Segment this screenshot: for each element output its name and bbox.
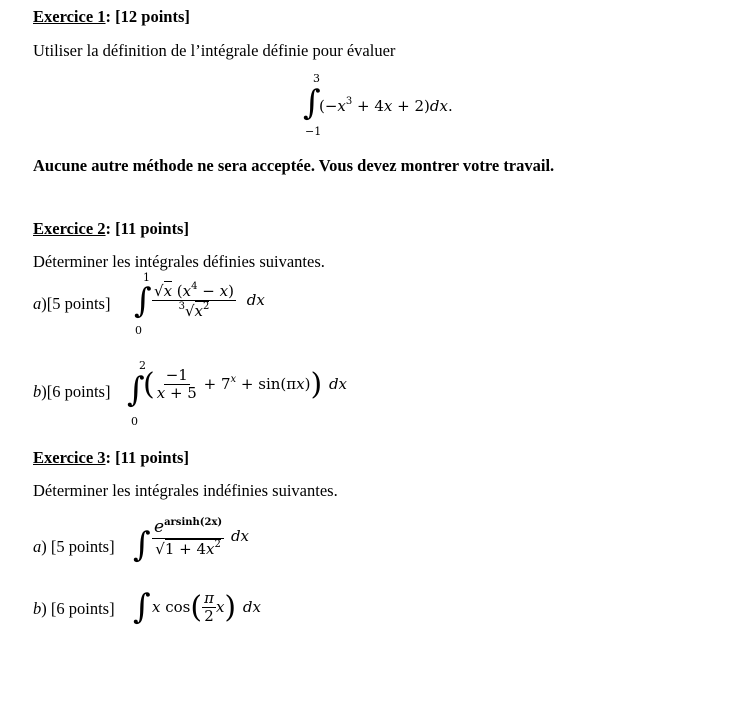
ex2a-upper-limit: 1 (143, 271, 150, 284)
ex2b-letter: b (33, 382, 42, 401)
ex2a-close: ) (228, 282, 234, 300)
exercise-3-heading (33, 448, 189, 468)
ex2b-sin-close: ) (304, 374, 311, 393)
ex2b-lower-limit: 0 (131, 415, 138, 428)
exercise-2-title: Exercice 2 (33, 219, 106, 238)
ex1-term-4: + 4 (352, 97, 384, 115)
ex3a-exponent: arsinh(2x) (164, 517, 223, 528)
ex2b-den-x: x (156, 384, 166, 403)
exercise-1-instruction: Utiliser la définition de l’intégrale définie pour évaluer (33, 41, 396, 60)
exercise-1-warning: Aucune autre méthode ne sera acceptée. Vous devez montrer votre travail. (33, 156, 555, 175)
ex1-period: . (447, 97, 453, 115)
ex2b-plus7: + 7 (198, 374, 231, 393)
integral-sign-icon: ∫ (134, 281, 152, 321)
ex3b-two: 2 (204, 607, 214, 626)
ex3b-x: x (152, 597, 161, 616)
exercise-2-instruction: Déterminer les intégrales définies suivantes. (33, 252, 325, 271)
ex3b-fraction (202, 590, 216, 626)
ex3a-den-text: 1 + 4 (164, 539, 207, 558)
exercise-2-points: : [11 points] (105, 219, 189, 238)
ex2b-den-rest: + 5 (165, 384, 197, 403)
ex2b-fraction (155, 367, 199, 403)
ex2a-numerator: √x $(x^4 - x)$ (154, 281, 234, 300)
exercise-2-heading (33, 219, 189, 239)
ex2a-lower-limit: 0 (135, 324, 142, 337)
ex3b-open-paren: ( (190, 589, 203, 625)
ex1-integrand (319, 96, 453, 115)
ex2a-open: ( (172, 282, 183, 300)
ex3b-letter: b (33, 599, 42, 618)
ex2a-sqrt-x: x (163, 282, 173, 300)
ex2b-label (33, 382, 110, 402)
ex2b-numerator: −1 (165, 366, 188, 384)
ex3b-cos: cos (160, 597, 191, 616)
ex2b-integrand (143, 367, 347, 403)
ex2b-open-paren: ( (143, 366, 155, 402)
exercise-1-points: : [12 points] (105, 7, 190, 26)
ex2a-fraction (152, 281, 236, 321)
ex1-dx: dx (429, 97, 448, 115)
ex2b-denominator (155, 385, 199, 402)
ex3a-label (33, 537, 115, 557)
ex2a-dx: dx (246, 290, 265, 309)
ex3a-fraction (152, 517, 224, 558)
exercise-3-points: : [11 points] (105, 448, 189, 467)
ex1-exponent: 3 (345, 96, 353, 107)
ex3a-denominator: $√1 + 4x^2$ (155, 538, 221, 558)
ex1-upper-limit: 3 (313, 72, 320, 85)
integral-sign-icon: ∫ (133, 525, 151, 565)
ex1-x-2: x (383, 97, 393, 115)
exercise-1-heading (33, 7, 190, 27)
ex3a-points: ) [5 points] (41, 537, 115, 556)
ex3a-e: e (154, 517, 165, 537)
ex2a-denominator: $^3√x^2$ (178, 301, 210, 321)
ex2a-root-index: 3 (178, 301, 185, 313)
ex3a-dx: dx (230, 527, 250, 546)
ex1-x: x (337, 97, 346, 115)
ex2b-sin-x: x (296, 374, 305, 393)
ex2b-points: )[6 points] (41, 382, 111, 401)
ex3b-x2: x (215, 597, 225, 616)
ex2b-exp-x: x (230, 373, 237, 385)
ex2a-x4: x (182, 282, 192, 300)
ex3b-close-paren: ) (224, 589, 237, 625)
ex3a-letter: a (33, 537, 42, 556)
ex3a-integrand (152, 517, 249, 558)
exercise-3-title: Exercice 3 (33, 448, 106, 467)
exercise-3-instruction: Déterminer les intégrales indéfinies suivantes. (33, 481, 338, 500)
ex1-open-paren: (− (319, 97, 338, 115)
ex2a-label (33, 294, 110, 314)
ex2b-close-paren: ) (310, 366, 323, 402)
ex3a-numerator (152, 517, 224, 539)
ex3b-integrand (152, 590, 261, 626)
ex2a-points: )[5 points] (41, 294, 111, 313)
ex2b-dx: dx (328, 374, 348, 393)
ex2a-integrand (152, 281, 265, 321)
ex1-lower-limit: −1 (305, 125, 322, 138)
exercise-1-title: Exercice 1 (33, 7, 106, 26)
ex2a-letter: a (33, 294, 42, 313)
integral-sign-icon: ∫ (133, 587, 151, 627)
ex2a-x: x (219, 282, 229, 300)
ex3b-label (33, 599, 115, 619)
ex2a-den-exp: 2 (202, 301, 210, 313)
integral-sign-icon: ∫ (127, 370, 145, 410)
integral-sign-icon: ∫ (303, 83, 321, 123)
ex3b-dx: dx (242, 597, 261, 616)
ex2a-exp4: 4 (191, 281, 198, 292)
ex3b-pi: π (204, 589, 214, 607)
ex3a-den-x: x (206, 539, 215, 558)
ex2a-minus: − (197, 282, 220, 300)
ex1-term-2: + 2) (392, 97, 430, 115)
ex3a-den-exp: 2 (214, 538, 221, 550)
ex2b-upper-limit: 2 (139, 359, 146, 372)
ex2a-den-x: x (194, 302, 203, 321)
ex2b-sin: + sin(π (236, 374, 297, 393)
ex3b-points: ) [6 points] (41, 599, 115, 618)
